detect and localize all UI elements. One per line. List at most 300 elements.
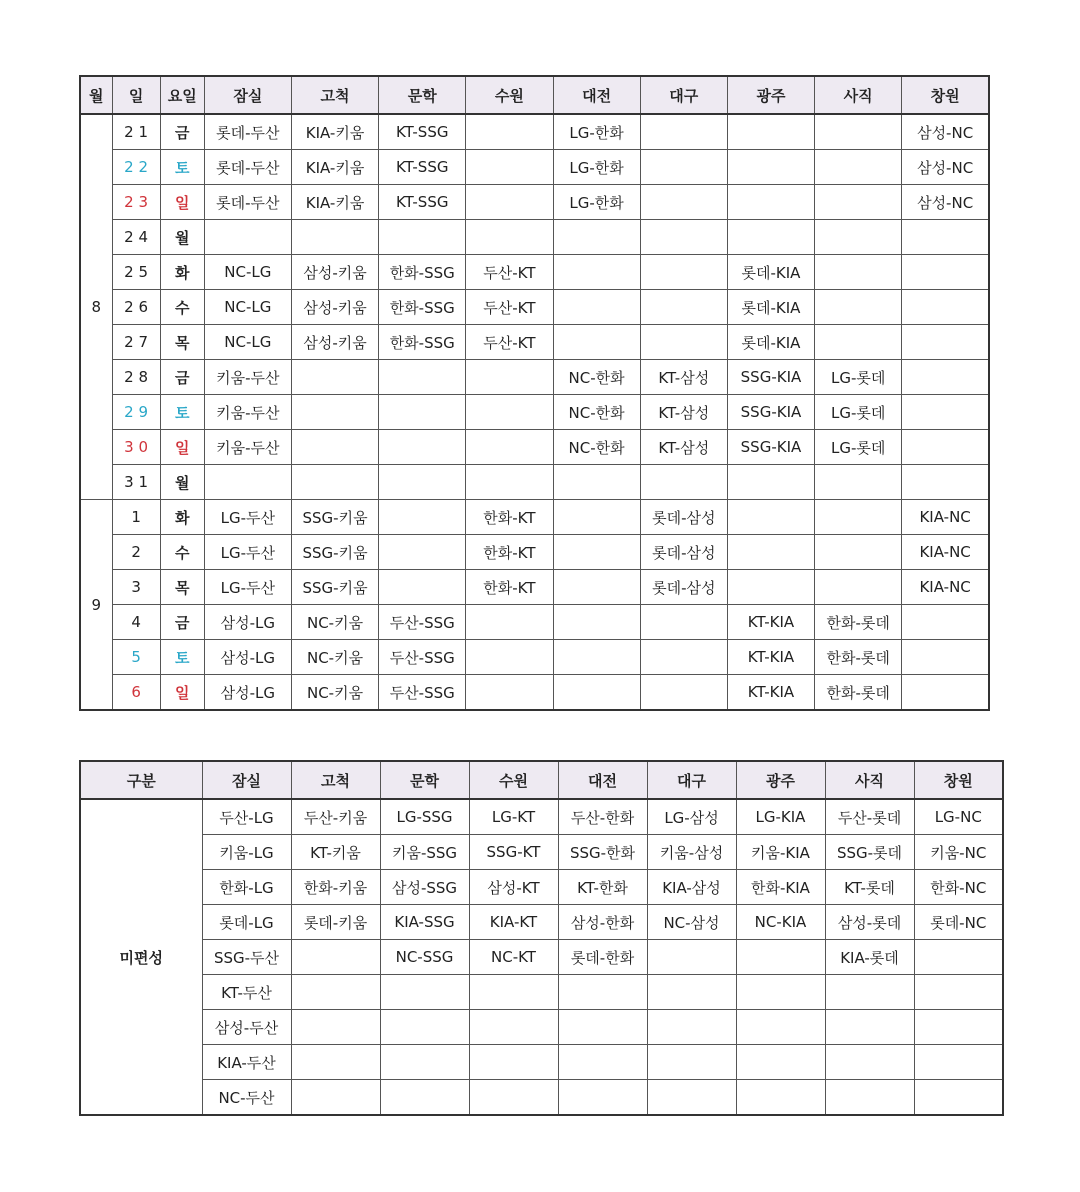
game-cell: SSG-두산 [202,940,291,975]
game-cell [727,185,814,220]
game-cell [902,675,989,711]
game-cell [291,360,378,395]
game-cell [825,1010,914,1045]
schedule-row [80,570,989,605]
game-cell [379,220,466,255]
game-cell: KIA-키움 [291,185,378,220]
game-cell [379,465,466,500]
schedule-row [80,500,989,535]
game-cell [553,500,640,535]
game-cell [466,605,553,640]
game-cell [902,465,989,500]
game-cell [640,255,727,290]
column-header: 광주 [727,76,814,114]
unscheduled-row [80,835,1003,870]
game-cell: LG-SSG [380,799,469,835]
game-cell [736,940,825,975]
game-cell [553,290,640,325]
day-cell: 3 [112,570,160,605]
game-cell: NC-LG [204,325,291,360]
game-cell: NC-한화 [553,395,640,430]
game-cell: NC-삼성 [647,905,736,940]
game-cell: LG-두산 [204,570,291,605]
day-cell: 5 [112,640,160,675]
game-cell: 롯데-두산 [204,185,291,220]
weekday-cell: 토 [160,640,204,675]
game-cell: 롯데-두산 [204,114,291,150]
game-cell [825,1045,914,1080]
game-cell: SSG-키움 [291,570,378,605]
game-cell [379,430,466,465]
game-cell [815,290,902,325]
game-cell: 삼성-두산 [202,1010,291,1045]
game-cell: KIA-삼성 [647,870,736,905]
game-cell: KIA-NC [902,535,989,570]
game-cell: SSG-키움 [291,535,378,570]
game-cell: NC-LG [204,290,291,325]
column-header: 대구 [647,761,736,799]
game-cell [466,465,553,500]
game-cell: SSG-KT [469,835,558,870]
game-cell: SSG-KIA [727,395,814,430]
game-cell: NC-한화 [553,360,640,395]
game-cell: 두산-SSG [379,640,466,675]
game-cell [466,220,553,255]
game-cell: SSG-한화 [558,835,647,870]
game-cell [379,360,466,395]
game-cell [291,1010,380,1045]
game-cell [553,255,640,290]
game-cell: SSG-키움 [291,500,378,535]
game-cell: KT-키움 [291,835,380,870]
game-cell [647,975,736,1010]
day-cell: 2 8 [112,360,160,395]
weekday-cell: 토 [160,150,204,185]
unscheduled-row [80,940,1003,975]
weekday-cell: 일 [160,185,204,220]
schedule-row [80,605,989,640]
game-cell: 두산-롯데 [825,799,914,835]
game-cell [914,975,1003,1010]
game-cell [466,430,553,465]
game-cell: LG-두산 [204,535,291,570]
unscheduled-table [79,760,1004,1116]
game-cell: LG-삼성 [647,799,736,835]
column-header: 문학 [380,761,469,799]
game-cell [553,325,640,360]
game-cell: 삼성-LG [204,640,291,675]
game-cell: 두산-LG [202,799,291,835]
weekday-cell: 수 [160,535,204,570]
schedule-row [80,430,989,465]
game-cell [553,605,640,640]
game-cell: 한화-롯데 [815,640,902,675]
game-cell [469,1080,558,1116]
game-cell [553,465,640,500]
column-header: 수원 [466,76,553,114]
column-header: 일 [112,76,160,114]
game-cell [466,675,553,711]
game-cell [727,570,814,605]
game-cell: 롯데-키움 [291,905,380,940]
game-cell [914,940,1003,975]
game-cell: 삼성-키움 [291,290,378,325]
unscheduled-row [80,1045,1003,1080]
game-cell: NC-키움 [291,640,378,675]
column-header: 창원 [914,761,1003,799]
game-cell [914,1045,1003,1080]
game-cell [553,220,640,255]
schedule-row [80,535,989,570]
game-cell [558,975,647,1010]
game-cell [469,1045,558,1080]
game-cell: 삼성-키움 [291,255,378,290]
game-cell: KT-SSG [379,114,466,150]
game-cell [466,114,553,150]
game-cell: 키움-두산 [204,395,291,430]
column-header: 월 [80,76,112,114]
game-cell [902,220,989,255]
game-cell [815,535,902,570]
weekday-cell: 일 [160,430,204,465]
game-cell: LG-KT [469,799,558,835]
game-cell: 삼성-롯데 [825,905,914,940]
game-cell: 롯데-삼성 [640,535,727,570]
game-cell [466,360,553,395]
schedule-header-row [80,76,989,114]
month-cell: 8 [80,114,112,500]
column-header: 창원 [902,76,989,114]
game-cell [640,465,727,500]
game-cell: 롯데-KIA [727,290,814,325]
game-cell: KIA-키움 [291,114,378,150]
unscheduled-header-row [80,761,1003,799]
game-cell: 롯데-두산 [204,150,291,185]
game-cell: 한화-롯데 [815,605,902,640]
day-cell: 3 0 [112,430,160,465]
column-header: 문학 [379,76,466,114]
game-cell [379,570,466,605]
game-cell: 삼성-키움 [291,325,378,360]
weekday-cell: 목 [160,570,204,605]
game-cell [380,1080,469,1116]
game-cell [815,500,902,535]
game-cell: KIA-키움 [291,150,378,185]
game-cell [815,465,902,500]
game-cell [380,975,469,1010]
column-header: 대전 [558,761,647,799]
game-cell [727,500,814,535]
weekday-cell: 화 [160,500,204,535]
game-cell [553,535,640,570]
game-cell: LG-롯데 [815,430,902,465]
game-cell [204,220,291,255]
game-cell [647,1010,736,1045]
game-cell [815,570,902,605]
game-cell [815,114,902,150]
day-cell: 2 9 [112,395,160,430]
game-cell: SSG-롯데 [825,835,914,870]
game-cell: KT-롯데 [825,870,914,905]
column-header: 광주 [736,761,825,799]
game-cell [553,570,640,605]
game-cell: 롯데-KIA [727,255,814,290]
game-cell [902,360,989,395]
schedule-row [80,255,989,290]
game-cell [558,1045,647,1080]
schedule-row [80,114,989,150]
game-cell: KT-KIA [727,675,814,711]
game-cell: KIA-두산 [202,1045,291,1080]
game-cell [902,395,989,430]
game-cell: NC-한화 [553,430,640,465]
unscheduled-row [80,1010,1003,1045]
day-cell: 2 2 [112,150,160,185]
game-cell: 한화-롯데 [815,675,902,711]
schedule-row [80,465,989,500]
weekday-cell: 화 [160,255,204,290]
game-cell: 키움-LG [202,835,291,870]
game-cell [380,1010,469,1045]
game-cell [647,940,736,975]
schedule-row [80,290,989,325]
game-cell [815,220,902,255]
weekday-cell: 목 [160,325,204,360]
day-cell: 3 1 [112,465,160,500]
game-cell [727,150,814,185]
game-cell: 삼성-LG [204,675,291,711]
game-cell [469,1010,558,1045]
weekday-cell: 금 [160,605,204,640]
day-cell: 2 4 [112,220,160,255]
game-cell: 키움-두산 [204,360,291,395]
game-cell [647,1045,736,1080]
game-cell [727,220,814,255]
game-cell: 한화-KT [466,535,553,570]
game-cell [902,325,989,360]
game-cell: 삼성-SSG [380,870,469,905]
unscheduled-row [80,905,1003,940]
game-cell: 삼성-NC [902,150,989,185]
game-cell: NC-키움 [291,675,378,711]
game-cell: KT-SSG [379,150,466,185]
game-cell: LG-NC [914,799,1003,835]
game-cell [736,1010,825,1045]
category-cell: 미편성 [80,799,202,1115]
game-cell: NC-LG [204,255,291,290]
game-cell: KT-삼성 [640,395,727,430]
game-cell [379,395,466,430]
game-cell: 키움-삼성 [647,835,736,870]
weekday-cell: 일 [160,675,204,711]
unscheduled-row [80,975,1003,1010]
game-cell: 두산-KT [466,325,553,360]
game-cell: 키움-두산 [204,430,291,465]
game-cell: 한화-SSG [379,290,466,325]
game-cell [815,325,902,360]
weekday-cell: 금 [160,360,204,395]
game-cell [640,325,727,360]
game-cell [727,114,814,150]
day-cell: 2 3 [112,185,160,220]
schedule-row [80,220,989,255]
game-cell [914,1080,1003,1116]
game-cell [902,640,989,675]
game-cell: 키움-SSG [380,835,469,870]
game-cell: LG-롯데 [815,360,902,395]
game-cell: 롯데-LG [202,905,291,940]
game-cell: KIA-NC [902,500,989,535]
game-cell: 삼성-한화 [558,905,647,940]
weekday-cell: 토 [160,395,204,430]
game-cell [466,640,553,675]
game-cell: LG-한화 [553,114,640,150]
game-cell: 롯데-NC [914,905,1003,940]
game-cell: 한화-SSG [379,325,466,360]
column-header: 대전 [553,76,640,114]
game-cell [640,605,727,640]
game-cell: 롯데-삼성 [640,570,727,605]
game-cell [727,535,814,570]
game-cell [640,185,727,220]
game-cell: KT-KIA [727,605,814,640]
game-cell [640,640,727,675]
game-cell [291,220,378,255]
game-cell: KIA-SSG [380,905,469,940]
game-cell [815,150,902,185]
game-cell: 롯데-삼성 [640,500,727,535]
column-header: 고척 [291,76,378,114]
game-cell [902,430,989,465]
schedule-row [80,150,989,185]
game-cell [291,465,378,500]
game-cell: 한화-LG [202,870,291,905]
unscheduled-row [80,870,1003,905]
weekday-cell: 월 [160,465,204,500]
game-cell [553,675,640,711]
game-cell [640,114,727,150]
game-cell [736,975,825,1010]
game-cell: 두산-KT [466,290,553,325]
game-cell: LG-롯데 [815,395,902,430]
game-cell: 삼성-KT [469,870,558,905]
game-cell [825,975,914,1010]
game-cell [291,1080,380,1116]
column-header: 구분 [80,761,202,799]
game-cell [736,1080,825,1116]
game-cell: 두산-KT [466,255,553,290]
column-header: 수원 [469,761,558,799]
schedule-row [80,640,989,675]
game-cell: NC-KT [469,940,558,975]
game-cell [902,290,989,325]
game-cell [640,220,727,255]
game-cell: 두산-한화 [558,799,647,835]
game-cell: 한화-SSG [379,255,466,290]
game-cell [902,605,989,640]
game-cell: KIA-롯데 [825,940,914,975]
game-cell [736,1045,825,1080]
game-cell: SSG-KIA [727,430,814,465]
column-header: 대구 [640,76,727,114]
game-cell: 한화-KT [466,500,553,535]
game-cell [902,255,989,290]
unscheduled-row [80,1080,1003,1116]
schedule-row [80,185,989,220]
day-cell: 2 [112,535,160,570]
column-header: 잠실 [202,761,291,799]
schedule-row [80,325,989,360]
game-cell [291,1045,380,1080]
game-cell: KT-두산 [202,975,291,1010]
game-cell: 키움-KIA [736,835,825,870]
column-header: 고척 [291,761,380,799]
game-cell: 롯데-한화 [558,940,647,975]
column-header: 사직 [815,76,902,114]
game-cell: LG-한화 [553,185,640,220]
weekday-cell: 금 [160,114,204,150]
column-header: 요일 [160,76,204,114]
game-cell [727,465,814,500]
game-cell [379,535,466,570]
month-cell: 9 [80,500,112,711]
game-cell: KIA-NC [902,570,989,605]
day-cell: 2 5 [112,255,160,290]
game-cell: KT-한화 [558,870,647,905]
column-header: 잠실 [204,76,291,114]
day-cell: 4 [112,605,160,640]
game-cell: KT-삼성 [640,430,727,465]
game-cell [380,1045,469,1080]
game-cell: 두산-키움 [291,799,380,835]
game-cell [914,1010,1003,1045]
day-cell: 2 6 [112,290,160,325]
day-cell: 2 1 [112,114,160,150]
game-cell: KT-SSG [379,185,466,220]
game-cell [291,430,378,465]
game-cell [466,395,553,430]
game-cell: 삼성-NC [902,114,989,150]
game-cell: 한화-KIA [736,870,825,905]
game-cell [815,255,902,290]
day-cell: 1 [112,500,160,535]
game-cell [466,150,553,185]
game-cell: KT-KIA [727,640,814,675]
game-cell: 한화-KT [466,570,553,605]
game-cell: 한화-키움 [291,870,380,905]
game-cell: NC-SSG [380,940,469,975]
game-cell [558,1010,647,1045]
game-cell [291,975,380,1010]
game-cell: NC-KIA [736,905,825,940]
game-cell: KIA-KT [469,905,558,940]
game-cell: KT-삼성 [640,360,727,395]
game-cell: LG-한화 [553,150,640,185]
game-cell: SSG-KIA [727,360,814,395]
game-cell: 두산-SSG [379,605,466,640]
game-cell [469,975,558,1010]
game-cell [204,465,291,500]
game-cell [553,640,640,675]
game-cell [815,185,902,220]
column-header: 사직 [825,761,914,799]
game-cell: 삼성-NC [902,185,989,220]
game-cell: NC-키움 [291,605,378,640]
game-cell: 두산-SSG [379,675,466,711]
unscheduled-row [80,799,1003,835]
game-cell [640,675,727,711]
schedule-row [80,395,989,430]
